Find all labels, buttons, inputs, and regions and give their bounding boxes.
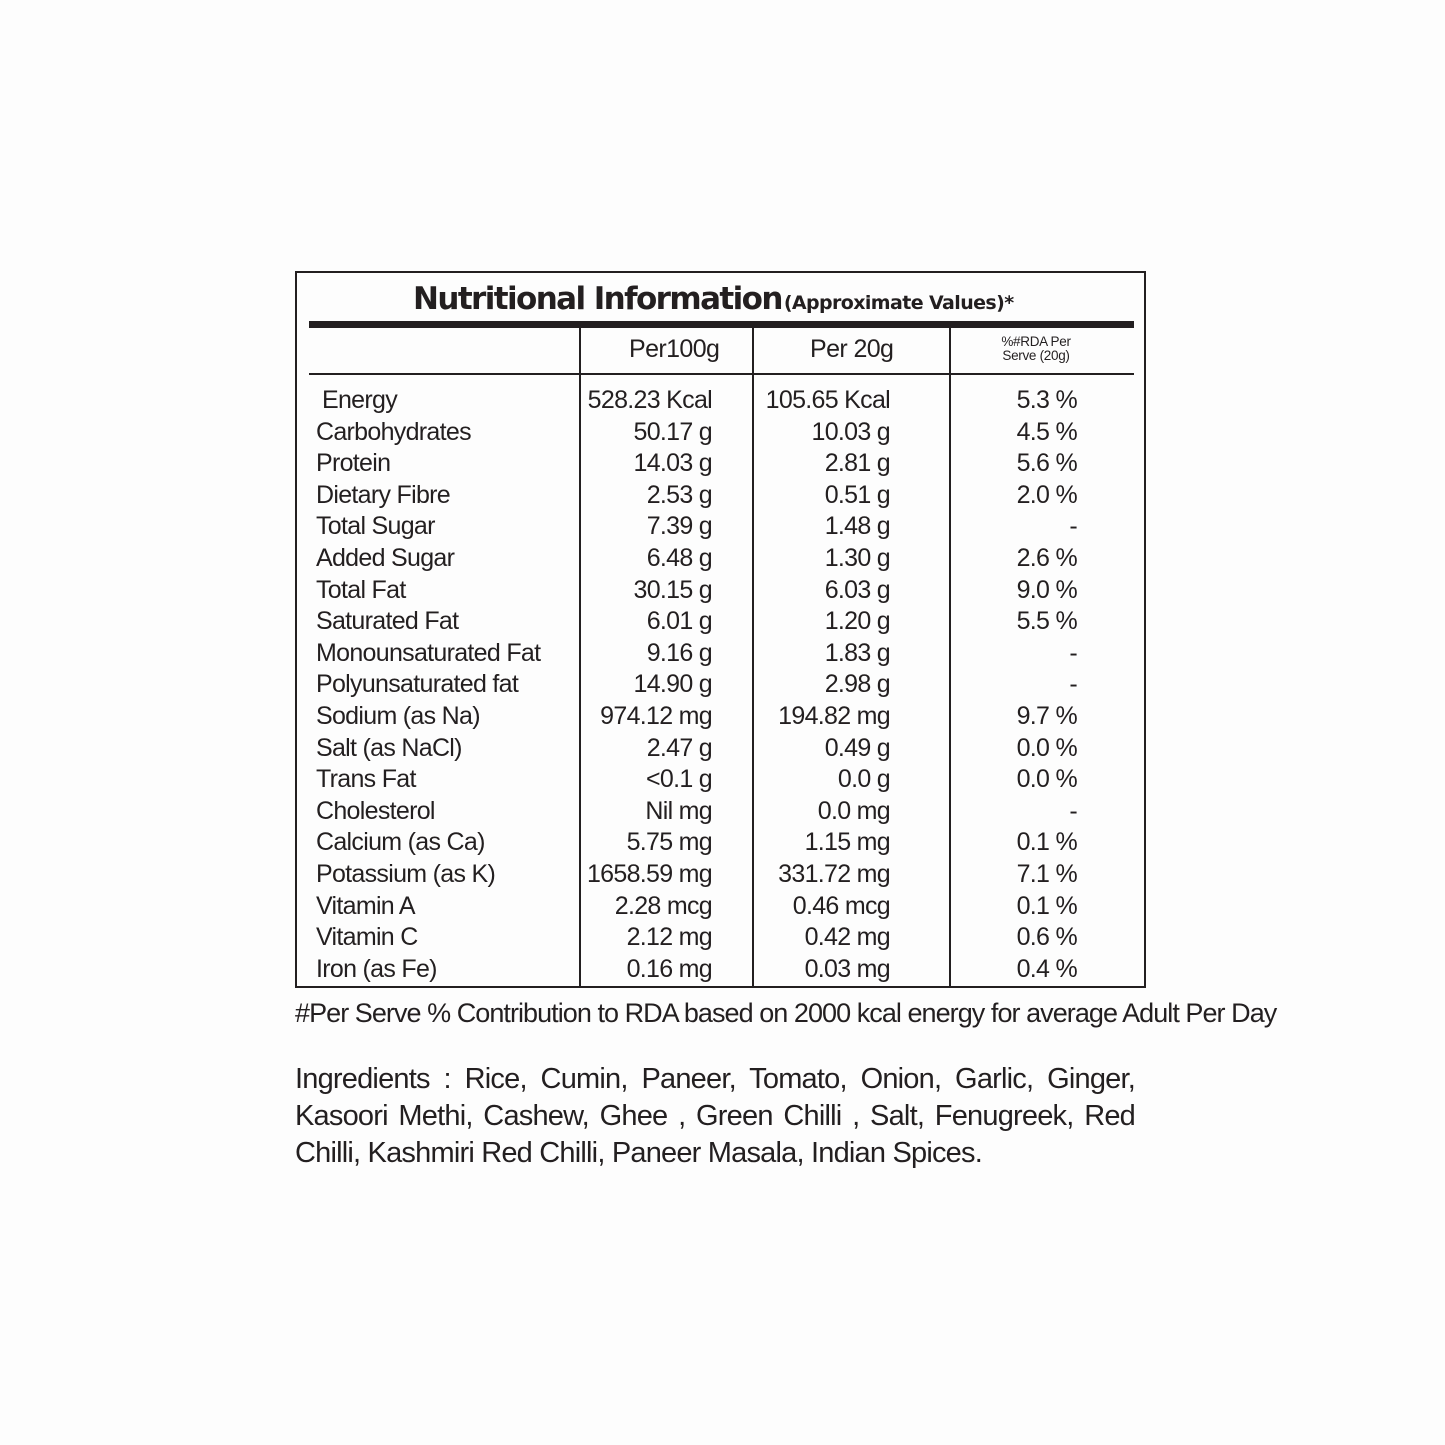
table-row (297, 576, 1144, 607)
value-rda: - (1069, 512, 1077, 541)
value-per-20g: 2.81 g (824, 449, 890, 478)
nutrient-name: Vitamin A (316, 891, 415, 920)
value-rda: 0.6 % (1016, 923, 1077, 952)
value-per-20g: 0.42 mg (804, 923, 890, 952)
value-per-100g: Nil mg (645, 796, 712, 825)
rda-footnote: #Per Serve % Contribution to RDA based on 2000 kcal energy for average Adult Per Day (295, 998, 1277, 1028)
value-per-100g: 1658.59 mg (586, 860, 712, 888)
nutrient-name: Added Sugar (316, 544, 455, 572)
value-rda: - (1069, 796, 1077, 825)
value-per-100g: 528.23 Kcal (587, 386, 712, 414)
nutrient-name: Cholesterol (316, 796, 435, 825)
table-row (297, 892, 1144, 923)
value-per-100g: 30.15 g (633, 575, 712, 604)
value-rda: 9.7 % (1016, 702, 1077, 730)
value-per-100g: 0.16 mg (626, 954, 712, 983)
value-per-100g: 14.90 g (633, 670, 712, 699)
value-rda: 5.6 % (1016, 449, 1077, 478)
value-per-100g: 5.75 mg (626, 828, 712, 857)
table-row (297, 481, 1144, 512)
title-divider (309, 321, 1134, 328)
value-per-20g: 1.20 g (824, 607, 890, 636)
nutrient-name: Potassium (as K) (316, 860, 496, 888)
nutrient-name: Dietary Fibre (316, 480, 450, 509)
table-row (297, 670, 1144, 701)
nutrient-name: Total Sugar (316, 512, 435, 541)
value-rda: 7.1 % (1016, 860, 1077, 888)
table-row (297, 765, 1144, 796)
value-per-20g: 0.03 mg (804, 954, 890, 983)
value-per-100g: 2.28 mcg (614, 891, 712, 920)
value-rda: 0.1 % (1016, 828, 1077, 857)
nutrient-name: Vitamin C (316, 923, 418, 952)
value-per-100g: 7.39 g (646, 512, 712, 541)
nutrition-table (295, 271, 1146, 988)
nutrient-name: Sodium (as Na) (316, 702, 480, 730)
column-header-per20g: Per 20g (810, 335, 894, 363)
value-per-100g: 9.16 g (646, 638, 712, 667)
value-per-20g: 105.65 Kcal (765, 386, 890, 414)
nutrient-name: Calcium (as Ca) (316, 828, 485, 857)
table-row (297, 828, 1144, 859)
value-rda: - (1069, 670, 1077, 699)
value-per-100g: 6.01 g (646, 607, 712, 636)
value-per-100g: 2.53 g (646, 480, 712, 509)
table-row (297, 386, 1144, 417)
value-per-100g: 6.48 g (646, 544, 712, 572)
value-per-20g: 0.0 g (837, 765, 890, 794)
table-row (297, 639, 1144, 670)
table-title (413, 281, 1014, 317)
value-per-100g: 974.12 mg (600, 702, 712, 730)
table-row (297, 418, 1144, 449)
ingredients-text: Ingredients : Rice, Cumin, Paneer, Tomato, Onion, Garlic, Ginger, Kasoori Methi, Cashew, Ghee , Green Chilli , Salt, Fenugreek, Red Chilli, Kashmiri Red Chilli, Paneer Masala, Indian Spices. (295, 1063, 1135, 1169)
value-per-100g: 14.03 g (633, 449, 712, 478)
table-row (297, 449, 1144, 480)
value-per-20g: 10.03 g (811, 417, 890, 446)
value-per-20g: 1.83 g (824, 638, 890, 667)
table-row (297, 702, 1144, 733)
table-row (297, 797, 1144, 828)
column-header-per100g: Per100g (629, 335, 720, 363)
value-rda: 4.5 % (1016, 417, 1077, 446)
value-per-20g: 1.48 g (824, 512, 890, 541)
value-per-100g: 2.12 mg (626, 923, 712, 952)
value-per-100g: 50.17 g (633, 417, 712, 446)
table-row (297, 923, 1144, 954)
nutrient-name: Carbohydrates (316, 417, 471, 446)
table-row (297, 512, 1144, 543)
value-per-20g: 1.15 mg (804, 828, 890, 857)
title-subtitle: (Approximate Values)* (783, 292, 1014, 314)
nutrient-name: Polyunsaturated fat (316, 670, 519, 699)
value-per-100g: <0.1 g (645, 765, 712, 794)
header-divider (309, 373, 1134, 375)
nutrient-name: Salt (as NaCl) (316, 733, 462, 762)
value-rda: 2.0 % (1016, 480, 1077, 509)
table-row (297, 860, 1144, 891)
table-row (297, 544, 1144, 575)
value-per-20g: 194.82 mg (778, 702, 890, 730)
value-per-20g: 0.0 mg (817, 796, 890, 825)
value-per-20g: 6.03 g (824, 575, 890, 604)
value-rda: 5.3 % (1016, 386, 1077, 414)
table-row (297, 734, 1144, 765)
value-rda: 0.0 % (1016, 765, 1077, 794)
nutrient-name: Saturated Fat (316, 607, 459, 636)
value-rda: 0.1 % (1016, 891, 1077, 920)
table-row (297, 955, 1144, 986)
value-per-100g: 2.47 g (646, 733, 712, 762)
nutrient-name: Iron (as Fe) (316, 954, 437, 983)
column-header-rda: %#RDA Per Serve (20g) (1001, 334, 1071, 363)
value-per-20g: 0.49 g (824, 733, 890, 762)
value-per-20g: 1.30 g (824, 544, 890, 572)
value-per-20g: 0.46 mcg (792, 891, 890, 920)
title-main: Nutritional Information (413, 281, 782, 317)
value-rda: 0.4 % (1016, 954, 1077, 983)
nutrient-name: Trans Fat (316, 765, 416, 794)
value-rda: - (1069, 638, 1077, 667)
value-per-20g: 0.51 g (824, 480, 890, 509)
nutrient-name: Energy (322, 386, 398, 414)
table-row (297, 607, 1144, 638)
nutrient-name: Total Fat (316, 575, 406, 604)
value-per-20g: 2.98 g (824, 670, 890, 699)
value-rda: 9.0 % (1016, 575, 1077, 604)
value-rda: 0.0 % (1016, 733, 1077, 762)
value-rda: 2.6 % (1016, 544, 1077, 572)
nutrient-name: Monounsaturated Fat (316, 638, 541, 667)
nutrient-name: Protein (316, 449, 391, 478)
value-per-20g: 331.72 mg (778, 860, 890, 888)
value-rda: 5.5 % (1016, 607, 1077, 636)
